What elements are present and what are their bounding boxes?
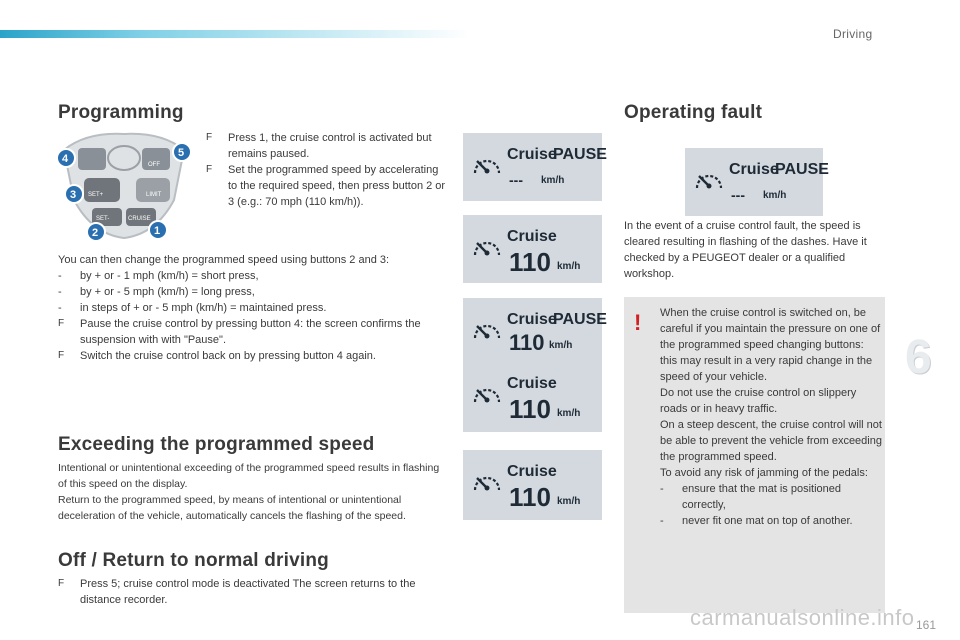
- display-svg: [463, 215, 602, 283]
- cruise-unit: km/h: [557, 496, 581, 507]
- bullet-marker: F: [206, 164, 213, 175]
- cruise-unit: km/h: [763, 190, 787, 201]
- wheel-button-4-badge: 4: [62, 153, 69, 165]
- cruise-display-active: [463, 215, 602, 283]
- wheel-label-cruise: CRUISE: [128, 216, 151, 222]
- wheel-label-limit: LIMIT: [146, 192, 162, 198]
- cruise-speed: ---: [509, 172, 523, 188]
- warning-text: [660, 305, 882, 529]
- programming-intro: You can then change the programmed speed using buttons 2 and 3:: [58, 254, 390, 266]
- cruise-display-fault: [685, 148, 829, 216]
- warning-line: On a steep descent, the cruise control will not be able to prevent the vehicle from exceeding the programmed speed.: [660, 419, 882, 463]
- wheel-button-1-badge: 1: [154, 225, 161, 237]
- cruise-display-flashing: [463, 450, 602, 520]
- speedometer-icon: [475, 390, 499, 403]
- exceeding-heading: Exceeding the programmed speed: [58, 434, 375, 455]
- warning-icon: !: [634, 310, 642, 335]
- cruise-speed: 110: [509, 394, 551, 424]
- cruise-label: Cruise: [507, 463, 557, 480]
- cruise-speed: 110: [509, 247, 551, 277]
- bullet-marker: F: [58, 578, 65, 589]
- display-svg: [685, 148, 829, 216]
- cruise-unit: km/h: [541, 175, 565, 186]
- warning-item: - ensure that the mat is positioned correctly,: [660, 483, 841, 511]
- speedometer-icon: [697, 176, 721, 189]
- fault-heading: Operating fault: [624, 102, 763, 123]
- wheel-label-off: OFF: [148, 162, 160, 168]
- cruise-unit: km/h: [557, 261, 581, 272]
- programming-steps: [206, 130, 446, 210]
- cruise-speed: 110: [509, 330, 545, 355]
- off-heading: Off / Return to normal driving: [58, 550, 329, 571]
- step-item: F Press 5; cruise control mode is deactivated The screen returns to the distance recorder.: [58, 578, 416, 606]
- step-text: Press 1, the cruise control is activated but remains paused.: [228, 132, 432, 160]
- cruise-display-paused-dashes: [463, 133, 607, 201]
- chapter-number: 6: [905, 331, 932, 384]
- speedometer-icon: [475, 161, 499, 174]
- display-svg: [463, 298, 607, 366]
- step-text: Set the programmed speed by accelerating to the required speed, then press button 2 or 3 (e.g.: 70 mph (110 km/h)).: [228, 164, 446, 208]
- display-svg: [463, 362, 602, 432]
- steering-wheel-controls-illustration: [56, 130, 192, 242]
- cruise-status: PAUSE: [775, 161, 829, 178]
- cruise-unit: km/h: [557, 408, 581, 419]
- watermark-text: carmanualsonline.info: [690, 605, 915, 630]
- warning-line: Do not use the cruise control on slippery roads or in heavy traffic.: [660, 387, 857, 415]
- cruise-display-paused-speed: [463, 298, 607, 366]
- step-item: [206, 130, 446, 162]
- wheel-label-set-minus: SET-: [96, 216, 110, 222]
- exceeding-para-2: Return to the programmed speed, by means of intentional or unintentional deceleration of the vehicle, automatically cancels the flashing of the speed.: [58, 494, 406, 522]
- bullet-marker: F: [58, 318, 65, 329]
- warning-line: When the cruise control is switched on, be careful if you maintain the pressure on one of the programmed speed changing buttons: this may result in a very rapid change in the speed of your vehicle.: [660, 307, 881, 383]
- step-item: F Pause the cruise control by pressing button 4: the screen confirms the suspension with with "Pause".: [58, 318, 421, 346]
- cruise-label: Cruise: [507, 375, 557, 392]
- cruise-label: Cruise: [507, 146, 557, 163]
- speedometer-icon: [475, 243, 499, 256]
- wheel-button-3-badge: 3: [70, 189, 77, 201]
- programming-details: [58, 252, 448, 364]
- section-title: Driving: [833, 27, 873, 41]
- cruise-display-active: [463, 362, 602, 432]
- wheel-label-set-plus: SET+: [88, 192, 104, 198]
- exceeding-para-1: Intentional or unintentional exceeding of the programmed speed results in flashing of this speed on the display.: [58, 462, 440, 490]
- cruise-status: PAUSE: [553, 311, 607, 328]
- cruise-label: Cruise: [507, 228, 557, 245]
- off-steps: [58, 576, 448, 608]
- display-svg: [463, 133, 607, 201]
- page-number: 161: [916, 618, 937, 632]
- bullet-marker: F: [58, 350, 65, 361]
- warning-item: - never fit one mat on top of another.: [660, 515, 853, 527]
- cruise-status: PAUSE: [553, 146, 607, 163]
- cruise-label: Cruise: [729, 161, 779, 178]
- step-item: [206, 162, 446, 210]
- header-accent-bar: [0, 30, 470, 38]
- cruise-unit: km/h: [549, 340, 573, 351]
- speedometer-icon: [475, 326, 499, 339]
- warning-line: To avoid any risk of jamming of the pedals:: [660, 467, 868, 479]
- change-item: - by + or - 5 mph (km/h) = long press,: [58, 286, 255, 298]
- fault-text: In the event of a cruise control fault, the speed is cleared resulting in flashing of the dashes. Have it checked by a PEUGEOT dealer or a qualified workshop.: [624, 220, 867, 280]
- programming-heading: Programming: [58, 102, 184, 123]
- step-item: F Switch the cruise control back on by pressing button 4 again.: [58, 350, 376, 362]
- wheel-button-5-badge: 5: [178, 147, 185, 159]
- display-svg: [463, 450, 602, 520]
- cruise-label: Cruise: [507, 311, 557, 328]
- speedometer-icon: [475, 478, 499, 491]
- exceeding-text: [58, 460, 448, 524]
- bullet-marker: F: [206, 132, 213, 143]
- change-item: - by + or - 1 mph (km/h) = short press,: [58, 270, 259, 282]
- wheel-button-2-badge: 2: [92, 227, 99, 239]
- cruise-speed: 110: [509, 482, 551, 512]
- change-item: - in steps of + or - 5 mph (km/h) = maintained press.: [58, 302, 327, 314]
- cruise-speed: ---: [731, 187, 745, 203]
